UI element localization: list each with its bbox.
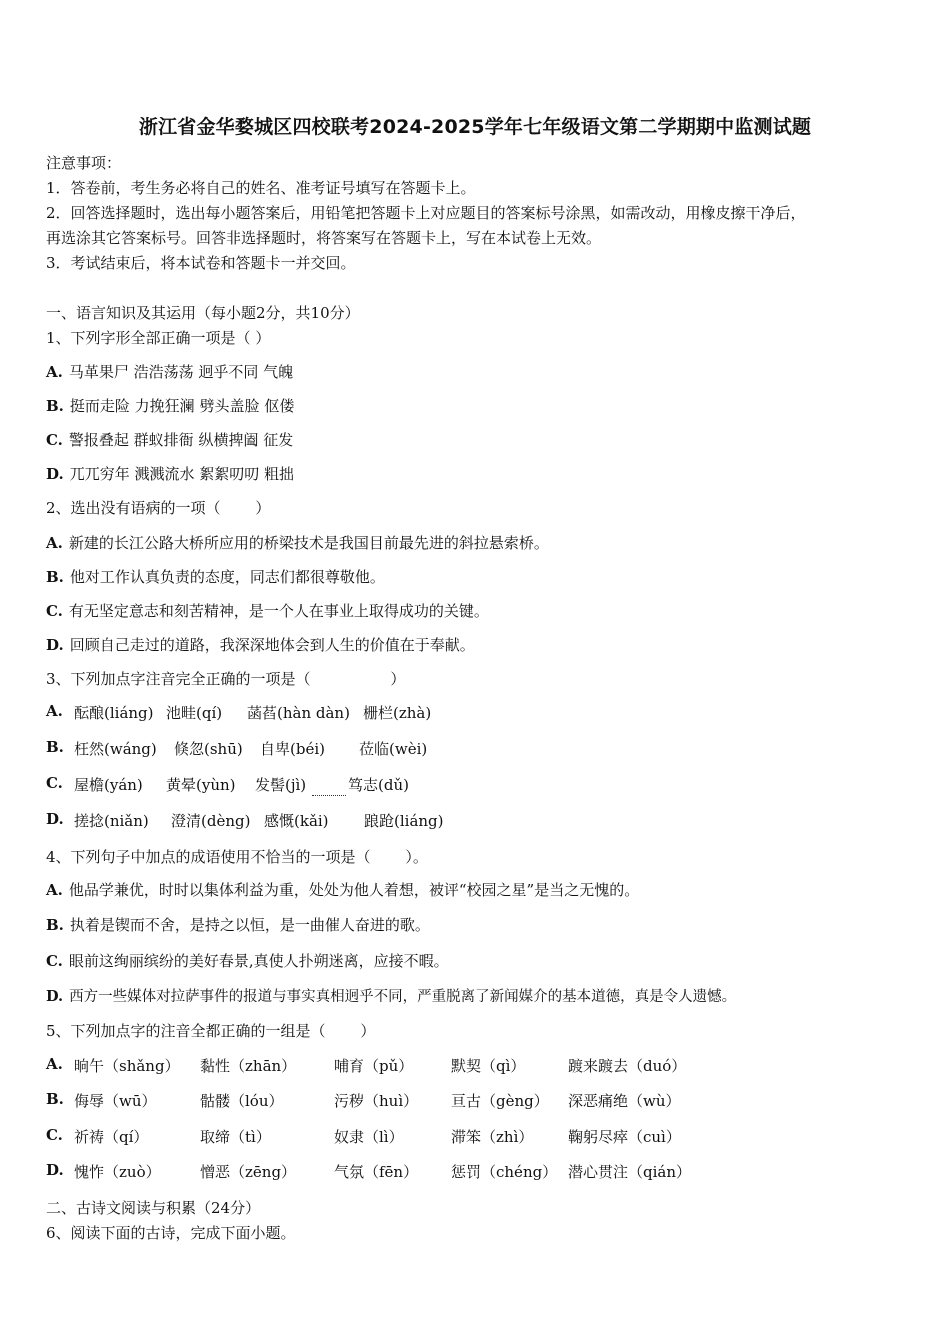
note-item: 2．回答选择题时，选出每小题答案后，用铅笔把答题卡上对应题目的答案标号涂黑，如需改动，用橡皮擦干净后， xyxy=(46,204,806,222)
section-heading: 二、古诗文阅读与积累（24分） xyxy=(46,1199,261,1217)
option-label: D. xyxy=(46,1161,64,1179)
option-text: 回顾自己走过的道路，我深深地体会到人生的价值在于奉献。 xyxy=(69,636,475,654)
option xyxy=(46,532,549,553)
option-label: B. xyxy=(46,568,64,586)
option-label: C. xyxy=(46,602,63,620)
option xyxy=(46,985,736,1006)
option-item: 发髻(jì) xyxy=(255,776,307,794)
option-item: 酝酿(liáng) xyxy=(74,704,154,722)
option-text: 马革果尸 浩浩荡荡 迥乎不同 气魄 xyxy=(68,363,294,381)
note-item: 再选涂其它答案标号。回答非选择题时，将答案写在答题卡上，写在本试卷上无效。 xyxy=(46,229,602,247)
question-stem: 1、下列字形全部正确一项是（ ） xyxy=(46,329,271,347)
option xyxy=(46,774,409,794)
option-label: A. xyxy=(46,881,63,899)
option-item: 黄晕(yùn) xyxy=(166,776,236,794)
exam-title: 浙江省金华婺城区四校联考2024-2025学年七年级语文第二学期期中监测试题 xyxy=(138,116,812,138)
option xyxy=(46,634,475,655)
option-text: 西方一些媒体对拉萨事件的报道与事实真相迥乎不同，严重脱离了新闻媒介的基本道德，真是令人遗憾。 xyxy=(69,989,737,1005)
option-item: 倏忽(shū) xyxy=(174,740,243,758)
option-label: D. xyxy=(46,810,64,828)
option xyxy=(46,950,449,971)
option xyxy=(46,1055,687,1075)
option-item: 栅栏(zhà) xyxy=(363,704,432,722)
section-heading: 一、语言知识及其运用（每小题2分，共10分） xyxy=(46,304,360,322)
option-text: 挺而走险 力挽狂澜 劈头盖脸 伛偻 xyxy=(69,397,295,415)
option-item: 鞠躬尽瘁（cuì） xyxy=(568,1128,681,1146)
option xyxy=(46,1126,681,1146)
option-item: 骷髅（lóu） xyxy=(200,1092,284,1110)
option-item: 深恶痛绝（wù） xyxy=(568,1092,681,1110)
question-stem: 4、下列句子中加点的成语使用不恰当的一项是（ ）。 xyxy=(46,848,428,866)
option-item: 污秽（huì） xyxy=(334,1092,419,1110)
option-label: C. xyxy=(46,774,63,792)
option xyxy=(46,1161,692,1181)
option-item: 滞笨（zhì） xyxy=(451,1128,534,1146)
notes-heading: 注意事项： xyxy=(46,154,122,172)
option-item: 莅临(wèi) xyxy=(359,740,428,758)
option-item: 奴隶（lì） xyxy=(334,1128,404,1146)
option-item: 愧怍（zuò） xyxy=(74,1163,161,1181)
option-label: D. xyxy=(46,988,64,1005)
option-label: B. xyxy=(46,1090,64,1108)
option xyxy=(46,600,489,621)
option-text: 新建的长江公路大桥所应用的桥梁技术是我国目前最先进的斜拉悬索桥。 xyxy=(68,534,549,552)
option-item: 黏性（zhān） xyxy=(200,1057,297,1075)
option-item: 搓捻(niǎn) xyxy=(74,812,149,830)
option-text: 眼前这绚丽缤纷的美好春景,真使人扑朔迷离，应接不暇。 xyxy=(68,952,449,970)
option-text: 兀兀穷年 溅溅流水 絮絮叨叨 粗拙 xyxy=(69,465,295,483)
option-item: 枉然(wáng) xyxy=(74,740,157,758)
option-label: C. xyxy=(46,431,63,449)
option-item: 屋檐(yán) xyxy=(74,776,143,794)
option-item: 晌午（shǎng） xyxy=(74,1057,180,1075)
option-item: 默契（qì） xyxy=(451,1057,526,1075)
option-item: 踉跄(liáng) xyxy=(364,812,444,830)
option-label: B. xyxy=(46,916,64,934)
option-item: 哺育（pǔ） xyxy=(334,1057,414,1075)
option-text: 警报叠起 群蚁排衙 纵横捭阖 征发 xyxy=(68,431,294,449)
option-item: 笃志(dǔ) xyxy=(348,776,409,794)
option xyxy=(46,810,444,830)
option-label: C. xyxy=(46,952,63,970)
option-label: A. xyxy=(46,702,63,720)
question-stem: 3、下列加点字注音完全正确的一项是（ ） xyxy=(46,670,406,688)
option-item: 潜心贯注（qián） xyxy=(568,1163,692,1181)
option xyxy=(46,879,639,900)
option-item: 取缔（tì） xyxy=(200,1128,271,1146)
option-label: C. xyxy=(46,1126,63,1144)
option xyxy=(46,429,293,450)
option-item: 亘古（gèng） xyxy=(451,1092,549,1110)
option-item: 气氛（fēn） xyxy=(334,1163,419,1181)
option-label: D. xyxy=(46,465,64,483)
option-item: 惩罚（chéng） xyxy=(451,1163,558,1181)
option-label: B. xyxy=(46,738,64,756)
option xyxy=(46,1090,681,1110)
option-label: A. xyxy=(46,1055,63,1073)
option-text: 他品学兼优，时时以集体利益为重，处处为他人着想，被评“校园之星”是当之无愧的。 xyxy=(68,881,640,899)
option-label: A. xyxy=(46,363,63,381)
option-text: 他对工作认真负责的态度，同志们都很尊敬他。 xyxy=(69,568,385,586)
option xyxy=(46,566,385,587)
option-text: 有无坚定意志和刻苦精神，是一个人在事业上取得成功的关键。 xyxy=(68,602,489,620)
option-label: B. xyxy=(46,397,64,415)
option xyxy=(46,463,294,484)
option-label: D. xyxy=(46,636,64,654)
option-item: 侮辱（wū） xyxy=(74,1092,157,1110)
option-item: 踱来踱去（duó） xyxy=(568,1057,687,1075)
option xyxy=(46,914,430,935)
option-item: 池畦(qí) xyxy=(166,704,223,722)
option-item: 憎恶（zēng） xyxy=(200,1163,297,1181)
option-item: 澄清(dèng) xyxy=(171,812,251,830)
option xyxy=(46,361,293,382)
option xyxy=(46,395,294,416)
option-item: 祈祷（qí） xyxy=(74,1128,149,1146)
option xyxy=(46,738,428,758)
option xyxy=(46,702,432,722)
option-label: A. xyxy=(46,534,63,552)
option-text: 执着是锲而不舍，是持之以恒，是一曲催人奋进的歌。 xyxy=(69,916,430,934)
question-stem: 2、选出没有语病的一项（ ） xyxy=(46,499,271,517)
option-item: 菡萏(hàn dàn) xyxy=(247,704,350,722)
question-stem: 6、阅读下面的古诗，完成下面小题。 xyxy=(46,1224,296,1242)
note-item: 1．答卷前，考生务必将自己的姓名、准考证号填写在答题卡上。 xyxy=(46,179,476,197)
dotted-separator xyxy=(312,780,346,798)
note-item: 3．考试结束后，将本试卷和答题卡一并交回。 xyxy=(46,254,356,272)
question-stem: 5、下列加点字的注音全都正确的一组是（ ） xyxy=(46,1022,376,1040)
option-item: 自卑(béi) xyxy=(260,740,325,758)
option-item: 感慨(kǎi) xyxy=(264,812,329,830)
